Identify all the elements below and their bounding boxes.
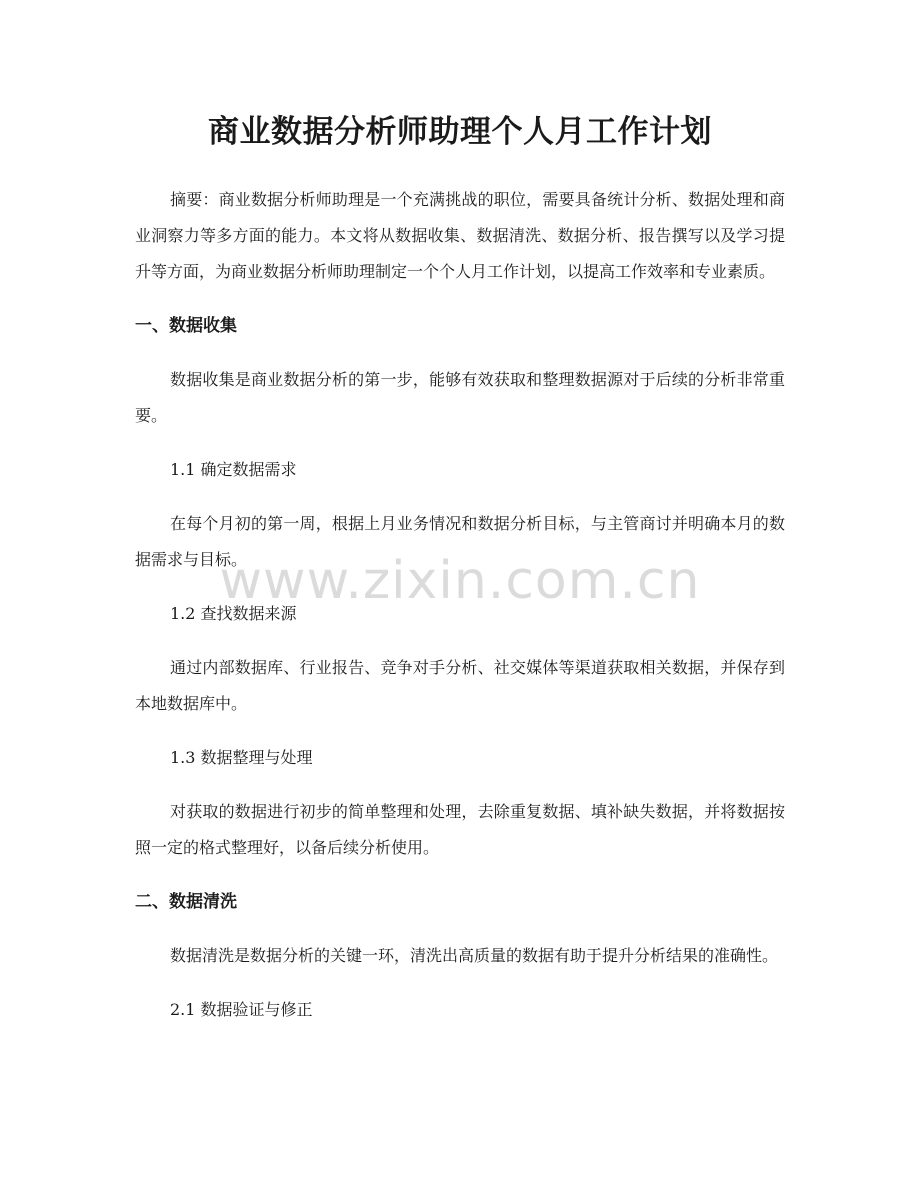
subsection-heading: 1.3 数据整理与处理 xyxy=(170,748,313,767)
section-intro: 数据收集是商业数据分析的第一步，能够有效获取和整理数据源对于后续的分析非常重要。 xyxy=(135,370,785,425)
subsection-body: 在每个月初的第一周，根据上月业务情况和数据分析目标，与主管商讨并明确本月的数据需求与目标。 xyxy=(135,514,785,569)
watermark-text: www.zixin.com.cn xyxy=(219,551,701,611)
section-data-cleaning xyxy=(135,884,785,1028)
section-heading: 一、数据收集 xyxy=(135,316,237,336)
subsection-heading: 1.1 确定数据需求 xyxy=(170,460,297,479)
section-heading: 二、数据清洗 xyxy=(135,892,237,912)
subsection-body: 通过内部数据库、行业报告、竞争对手分析、社交媒体等渠道获取相关数据，并保存到本地数据库中。 xyxy=(135,658,785,713)
section-intro: 数据清洗是数据分析的关键一环，清洗出高质量的数据有助于提升分析结果的准确性。 xyxy=(170,946,779,965)
document-body xyxy=(135,182,785,1028)
abstract-paragraph: 摘要：商业数据分析师助理是一个充满挑战的职位，需要具备统计分析、数据处理和商业洞察力等多方面的能力。本文将从数据收集、数据清洗、数据分析、报告撰写以及学习提升等方面，为商业数据分析师助理制定一个个人月工作计划，以提高工作效率和专业素质。 xyxy=(135,190,785,281)
subsection-heading: 2.1 数据验证与修正 xyxy=(170,1000,313,1019)
section-data-collection xyxy=(135,308,785,884)
document-title: 商业数据分析师助理个人月工作计划 xyxy=(208,114,712,150)
subsection-body: 对获取的数据进行初步的简单整理和处理，去除重复数据、填补缺失数据，并将数据按照一定的格式整理好，以备后续分析使用。 xyxy=(135,802,785,857)
subsection-heading: 1.2 查找数据来源 xyxy=(170,604,297,623)
